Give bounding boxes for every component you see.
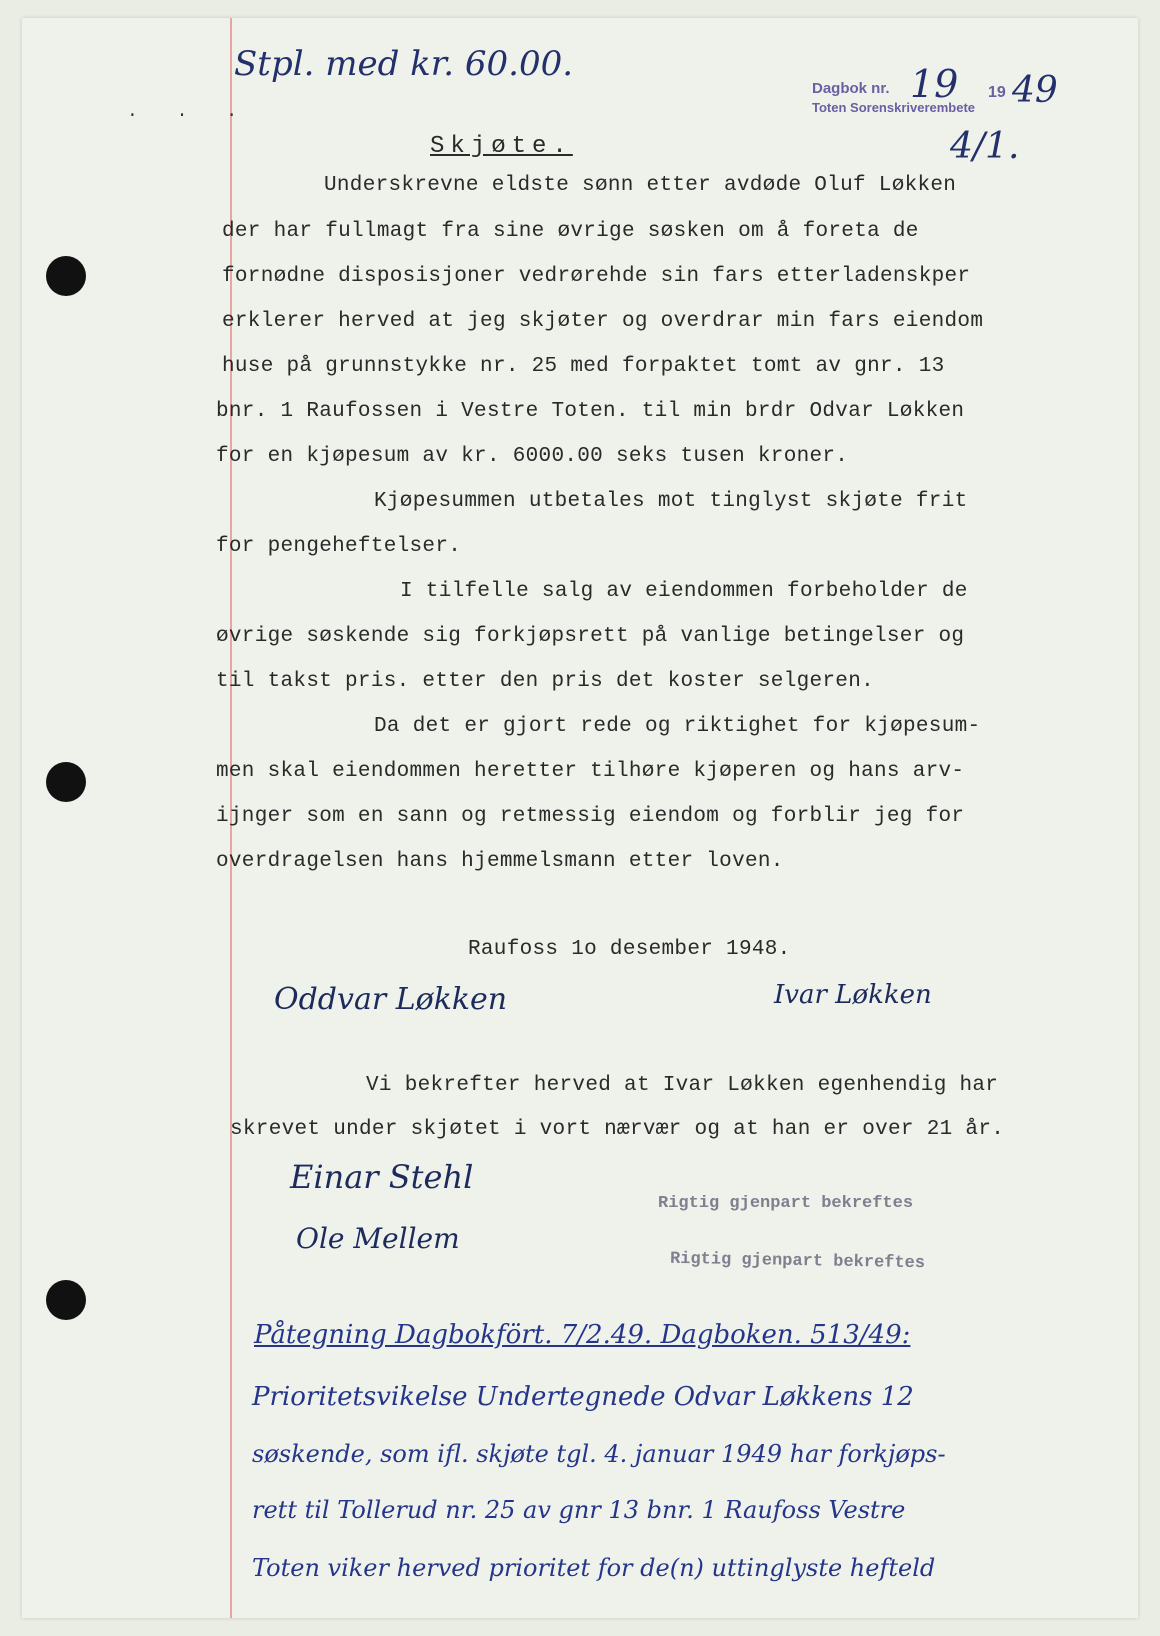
deed-line: overdragelsen hans hjemmelsmann etter loven. <box>216 850 784 873</box>
document-page <box>22 18 1138 1618</box>
copy-stamp-1: Rigtig gjenpart bekreftes <box>658 1194 914 1213</box>
deed-line: I tilfelle salg av eiendommen forbeholder de <box>400 580 968 603</box>
deed-line: for en kjøpesum av kr. 6000.00 seks tusen kroner. <box>216 445 849 468</box>
margin-dots: . . . <box>127 102 252 122</box>
deed-line: erklerer herved at jeg skjøter og overdrar min fars eiendom <box>222 310 984 333</box>
deed-line: for pengeheftelser. <box>216 535 462 558</box>
deed-line: men skal eiendommen heretter tilhøre kjøperen og hans arv- <box>216 760 965 783</box>
journal-year-prefix: 19 <box>988 84 1006 101</box>
signature-seller-left: Oddvar Løkken <box>274 982 508 1017</box>
witness-signature-2: Ole Mellem <box>296 1222 460 1255</box>
deed-line: Underskrevne eldste sønn etter avdøde Oluf Løkken <box>324 174 957 197</box>
deed-line: ijnger som en sann og retmessig eiendom og forblir jeg for <box>216 805 965 828</box>
punch-hole-middle <box>46 762 86 802</box>
witness-signature-1: Einar Stehl <box>290 1158 474 1196</box>
journal-entry-number: 19 <box>910 62 959 106</box>
deed-line: huse på grunnstykke nr. 25 med forpaktet tomt av gnr. 13 <box>222 355 945 378</box>
deed-line: der har fullmagt fra sine øvrige søsken om å foreta de <box>222 220 919 243</box>
annotation-line: søskende, som ifl. skjøte tgl. 4. januar 1949 har forkjøps- <box>252 1440 946 1468</box>
signature-seller-right: Ivar Løkken <box>774 980 932 1010</box>
deed-line: bnr. 1 Raufossen i Vestre Toten. til min brdr Odvar Løkken <box>216 400 965 423</box>
deed-line: Da det er gjort rede og riktighet for kjøpesum- <box>374 715 981 738</box>
deed-line: Kjøpesummen utbetales mot tinglyst skjøte frit <box>374 490 968 513</box>
annotation-line: rett til Tollerud nr. 25 av gnr 13 bnr. 1 Raufoss Vestre <box>252 1496 906 1524</box>
deed-line: øvrige søskende sig forkjøpsrett på vanlige betingelser og <box>216 625 965 648</box>
journal-year-suffix: 49 <box>1012 70 1058 111</box>
punch-hole-bottom <box>46 1280 86 1320</box>
document-title: Skjøte. <box>430 133 573 160</box>
deed-line: fornødne disposisjoner vedrørehde sin fars etterladenskper <box>222 265 971 288</box>
punch-hole-top <box>46 256 86 296</box>
place-date: Raufoss 1o desember 1948. <box>468 938 791 961</box>
journal-date: 4/1. <box>950 126 1020 167</box>
witness-statement-line-2: skrevet under skjøtet i vort nærvær og at han er over 21 år. <box>230 1118 1005 1141</box>
copy-stamp-2: Rigtig gjenpart bekreftes <box>669 1249 926 1274</box>
annotation-line: Prioritetsvikelse Undertegnede Odvar Løkkens 12 <box>252 1382 914 1412</box>
witness-statement-line-1: Vi bekrefter herved at Ivar Løkken egenhendig har <box>366 1074 999 1097</box>
deed-line: til takst pris. etter den pris det koster selgeren. <box>216 670 875 693</box>
annotation-line: Toten viker herved prioritet for de(n) uttinglyste hefteld <box>252 1554 936 1582</box>
journal-stamp-label: Dagbok nr. <box>812 80 890 97</box>
fee-note: Stpl. med kr. 60.00. <box>234 44 574 84</box>
journal-stamp-office: Toten Sorenskriverembete <box>812 100 976 115</box>
annotation-line: Påtegning Dagbokfört. 7/2.49. Dagboken. 513/49: <box>254 1320 911 1350</box>
